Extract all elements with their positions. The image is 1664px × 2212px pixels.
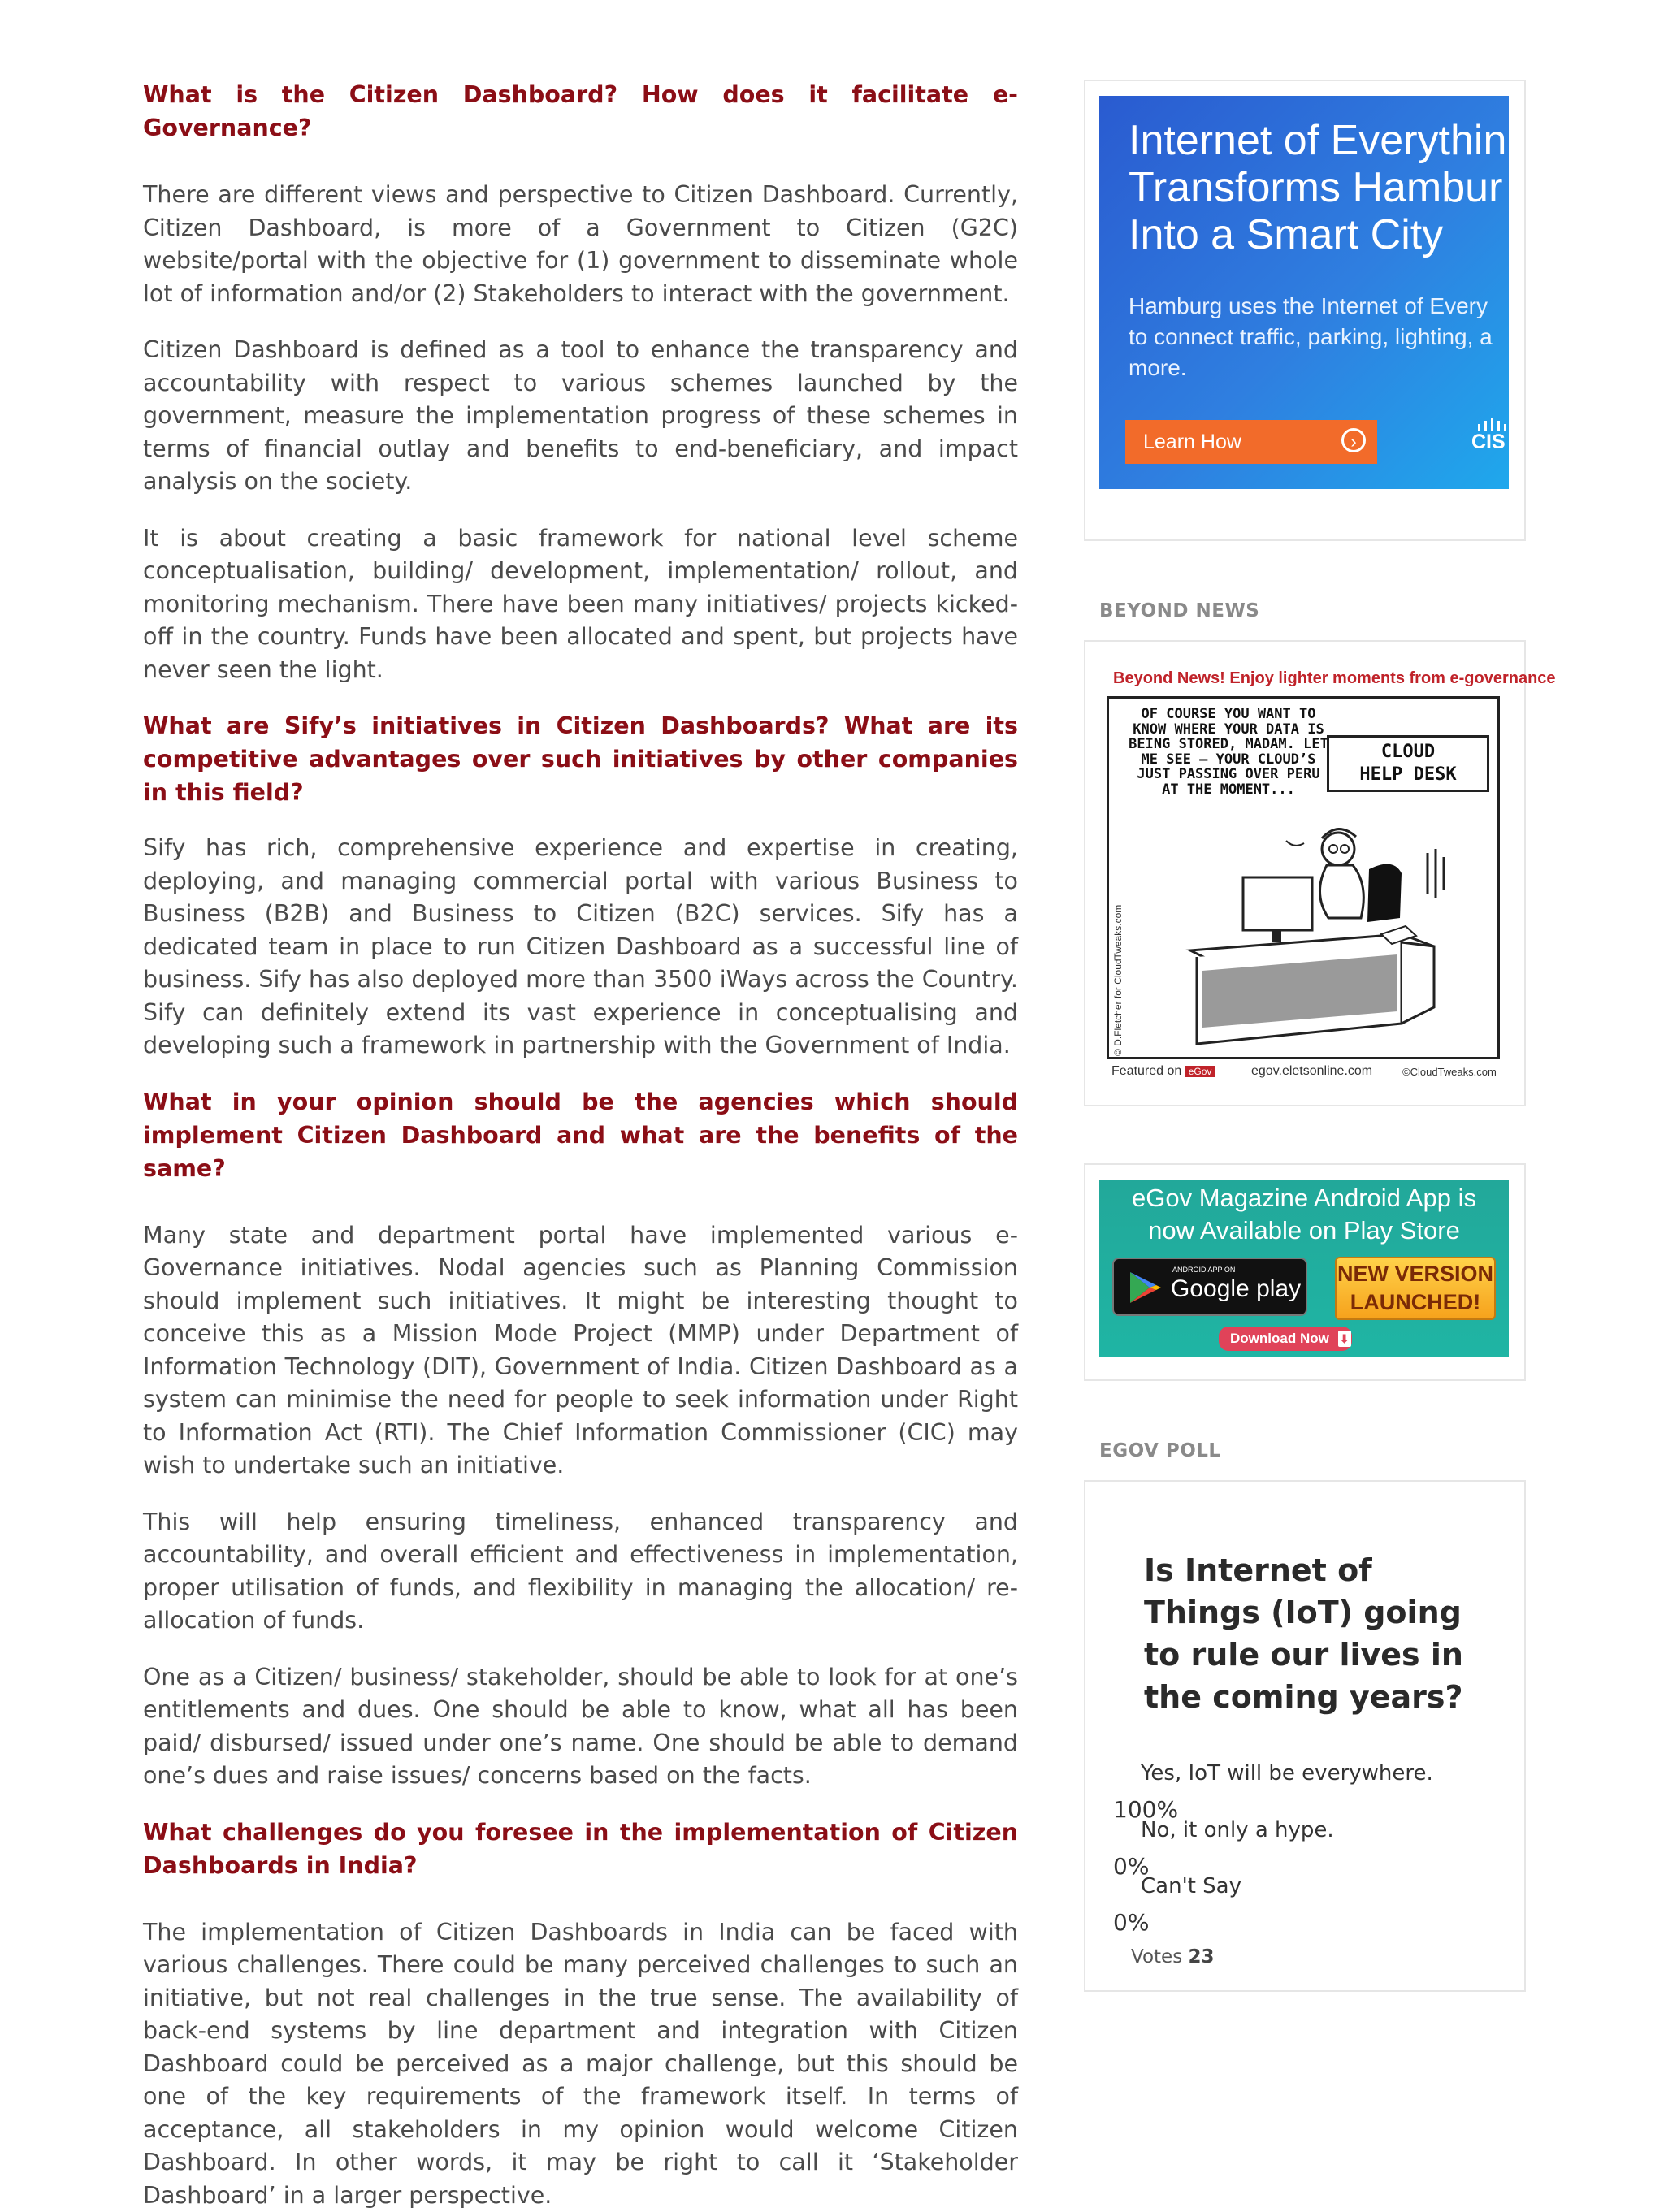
poll-votes: Votes 23 (1131, 1946, 1215, 1967)
cisco-ad-banner[interactable] (1099, 96, 1509, 489)
cartoon-drawing (1109, 699, 1500, 1059)
paragraph: The implementation of Citizen Dashboards in India can be faced with various challenges. There could be many perceived challenges to such an initiative, but not real challenges in the true sense. The availability of back-end systems by line department and integration with Citizen Dashboard could be perceived as a major challenge, but this should be one of the key requirements of the framework itself. In terms of acceptance, all stakeholders in my opinion would welcome Citizen Dashboard. In other words, it may be right to call it ‘Stakeholder Dashboard’ in a larger perspective. (143, 1916, 1018, 2212)
paragraph: It is about creating a basic framework for national level scheme conceptualisation, building/ development, implementation/ rollout, and monitoring mechanism. There have been many initiatives/ projects kicked-off in the country. Funds have been allocated and spent, but projects have never seen the light. (143, 522, 1018, 687)
paragraph: This will help ensuring timeliness, enhanced transparency and accountability, and overall efficient and effectiveness in implementation, proper utilisation of funds, and flexibility in managing the allocation/ re-allocation of funds. (143, 1506, 1018, 1638)
question-heading: What is the Citizen Dashboard? How does it facilitate e-Governance? (143, 78, 1018, 145)
download-now-button[interactable]: Download Now ⬇ (1219, 1327, 1352, 1351)
cartoon-featured-text: Featured on eGov (1112, 1064, 1215, 1079)
cloud-help-desk-sign: CLOUD HELP DESK (1327, 735, 1489, 792)
poll-option-label[interactable]: Yes, IoT will be everywhere. (1141, 1761, 1433, 1786)
cisco-logo-bars-icon (1475, 418, 1509, 431)
cartoon-title: Beyond News! Enjoy lighter moments from e-governance (1113, 669, 1556, 688)
paragraph: Many state and department portal have implemented various e-Governance initiatives. Nodal agencies such as Planning Commission should implement such initiatives. It might be interesting thought to conceive this as a Mission Mode Project (MMP) under Department of Information Technology (DIT), Government of India. Citizen Dashboard as a system can minimise the need for people to seek information under Right to Information Act (RTI). The Chief Information Commissioner (CIC) may wish to undertake such an initiative. (143, 1219, 1018, 1483)
ad-headline: Internet of Everythin Transforms Hambur Into a Smart City (1129, 117, 1509, 258)
google-play-badge[interactable]: ANDROID APP ON Google play (1112, 1258, 1307, 1316)
poll-votes-count: 23 (1188, 1946, 1214, 1967)
paragraph: Sify has rich, comprehensive experience and expertise in creating, deploying, and managing commercial portal with various Business to Business (B2B) and Business to Citizen (B2C) services. Sify has a dedicated team in place to run Citizen Dashboard as a successful line of business. Sify has also deployed more than 3500 iWays across the Country. Sify can definitely extend its vast experience in conceptualising and developing such a framework in partnership with the Government of India. (143, 832, 1018, 1063)
google-play-icon (1125, 1269, 1163, 1306)
poll-question: Is Internet of Things (IoT) going to rule our lives in the coming years? (1144, 1549, 1485, 1718)
question-heading: What are Sify’s initiatives in Citizen Dashboards? What are its competitive advantages over such initiatives by other companies in this field? (143, 709, 1018, 809)
app-ad-text: eGov Magazine Android App is now Available on Play Store (1099, 1182, 1509, 1247)
question-heading: What challenges do you foresee in the implementation of Citizen Dashboards in India? (143, 1816, 1018, 1882)
egov-logo: eGov (1185, 1066, 1216, 1077)
cartoon-image[interactable] (1107, 696, 1500, 1059)
arrow-right-icon: › (1341, 428, 1366, 452)
cartoon-speech-text: OF COURSE YOU WANT TO KNOW WHERE YOUR DATA IS BEING STORED, MADAM. LET ME SEE – YOUR CLOUD’S JUST PASSING OVER PERU AT THE MOMENT... (1127, 707, 1330, 797)
paragraph: One as a Citizen/ business/ stakeholder, should be able to look for at one’s entitlements and dues. One should be able to know, what all has been paid/ disbursed/ issued under one’s name. One should be able to demand one’s dues and raise issues/ concerns based on the facts. (143, 1661, 1018, 1793)
paragraph: There are different views and perspective to Citizen Dashboard. Currently, Citizen Dashboard, is more of a Government to Citizen (G2C) website/portal with the objective for (1) government to disseminate whole lot of information and/or (2) Stakeholders to interact with the government. (143, 179, 1018, 310)
ad-subtext: Hamburg uses the Internet of Every to connect traffic, parking, lighting, a more. (1129, 291, 1509, 383)
section-title-egov-poll: EGOV POLL (1099, 1440, 1221, 1461)
paragraph: Citizen Dashboard is defined as a tool to enhance the transparency and accountability with respect to various schemes launched by the government, measure the implementation progress of these schemes in terms of financial outlay and benefits to end-beneficiary, and impact analysis on the society. (143, 334, 1018, 499)
cartoon-site-link[interactable]: egov.eletsonline.com (1251, 1064, 1372, 1079)
poll-option-percent: 100% (1113, 1796, 1178, 1823)
download-arrow-icon: ⬇ (1338, 1331, 1351, 1347)
poll-option-label[interactable]: No, it only a hype. (1141, 1818, 1334, 1842)
cartoon-credit: © D.Fletcher for CloudTweaks.com (1109, 902, 1133, 1056)
question-heading: What in your opinion should be the agencies which should implement Citizen Dashboard and what are the benefits of the same? (143, 1085, 1018, 1185)
article-body (143, 78, 1018, 2212)
learn-how-button[interactable]: Learn How › (1125, 420, 1377, 464)
cartoon-copyright: ©CloudTweaks.com (1402, 1066, 1497, 1078)
section-title-beyond-news: BEYOND NEWS (1099, 600, 1259, 621)
android-app-ad-banner[interactable] (1099, 1180, 1509, 1357)
poll-option-label[interactable]: Can't Say (1141, 1874, 1242, 1898)
cisco-logo: CIS (1471, 431, 1506, 454)
poll-option-percent: 0% (1113, 1909, 1149, 1936)
poll-option-percent: 0% (1113, 1853, 1149, 1880)
new-version-badge: NEW VERSION LAUNCHED! (1335, 1257, 1496, 1320)
